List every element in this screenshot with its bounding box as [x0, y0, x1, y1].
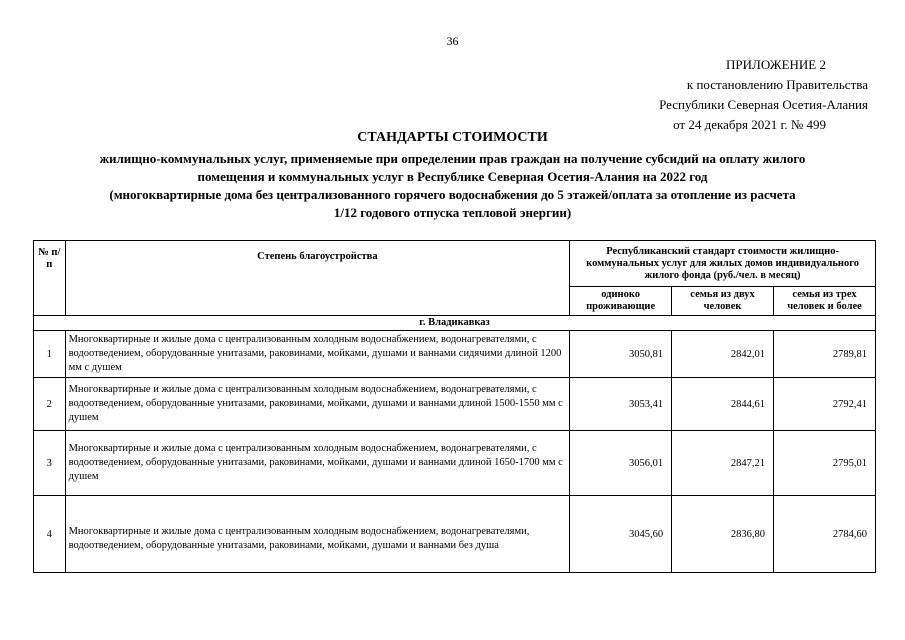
table-row [34, 431, 876, 496]
row-number: 3 [34, 431, 66, 496]
header-description: Степень благоустройства [65, 241, 570, 316]
value-single: 3056,01 [570, 431, 672, 496]
city-row [34, 316, 876, 331]
document-title: СТАНДАРТЫ СТОИМОСТИ [357, 130, 548, 145]
document-subtitle [30, 150, 875, 222]
row-description: Многоквартирные и жилые дома с централизованным холодным водоснабжением, водонагревателями, водоотведением, оборудованные унитазами, раковинами, мойками, душами и ваннами без душа [65, 496, 570, 573]
value-family-two: 2844,61 [672, 378, 774, 431]
row-description: Многоквартирные и жилые дома с централизованным холодным водоснабжением, водонагревателями, с водоотведением, оборудованные унитазами, раковинами, мойками, душами и ваннами сидячими длиной 1200 мм с душем [65, 331, 570, 378]
appendix-line-2: Республики Северная Осетия-Алания [659, 97, 868, 112]
value-family-two: 2847,21 [672, 431, 774, 496]
header-single: одиноко проживающие [570, 287, 672, 316]
table-row [34, 378, 876, 431]
value-family-two: 2836,80 [672, 496, 774, 573]
standards-table [33, 240, 876, 573]
header-number: № п/п [34, 241, 66, 316]
city-name: г. Владикавказ [34, 316, 876, 331]
header-family-three: семья из трех человек и более [774, 287, 876, 316]
value-family-three: 2795,01 [774, 431, 876, 496]
row-number: 4 [34, 496, 66, 573]
subtitle-line-1: жилищно-коммунальных услуг, применяемые при определении прав граждан на получение субсидий на оплату жилого [99, 151, 806, 166]
appendix-line-1: к постановлению Правительства [686, 77, 868, 92]
value-single: 3045,60 [570, 496, 672, 573]
row-description: Многоквартирные и жилые дома с централизованным холодным водоснабжением, водонагревателями, с водоотведением, оборудованные унитазами, раковинами, мойками, душами и ваннами длиной 1500-1550 мм с душем [65, 378, 570, 431]
row-number: 2 [34, 378, 66, 431]
appendix-line-3: от 24 декабря 2021 г. № 499 [673, 117, 826, 132]
value-family-three: 2789,81 [774, 331, 876, 378]
row-description: Многоквартирные и жилые дома с централизованным холодным водоснабжением, водонагревателями, с водоотведением, оборудованные унитазами, раковинами, мойками, душами и ваннами длиной 1650-1700 мм с душем [65, 431, 570, 496]
appendix-block [659, 55, 868, 135]
value-single: 3053,41 [570, 378, 672, 431]
appendix-title: ПРИЛОЖЕНИЕ 2 [726, 57, 826, 72]
value-family-three: 2792,41 [774, 378, 876, 431]
value-family-three: 2784,60 [774, 496, 876, 573]
value-single: 3050,81 [570, 331, 672, 378]
header-family-two: семья из двух человек [672, 287, 774, 316]
subtitle-line-2: помещения и коммунальных услуг в Республике Северная Осетия-Алания на 2022 год [197, 169, 708, 184]
table-row [34, 496, 876, 573]
row-number: 1 [34, 331, 66, 378]
table-row [34, 331, 876, 378]
subtitle-line-4: 1/12 годового отпуска тепловой энергии) [333, 205, 572, 220]
value-family-two: 2842,01 [672, 331, 774, 378]
table-header-row [34, 241, 876, 287]
page-number: 36 [446, 34, 459, 48]
subtitle-line-3: (многоквартирные дома без централизованного горячего водоснабжения до 5 этажей/оплата за отопление из расчета [109, 187, 796, 202]
header-standard-group: Республиканский стандарт стоимости жилищно-коммунальных услуг для жилых домов индивидуального жилого фонда (руб./чел. в месяц) [570, 241, 876, 287]
